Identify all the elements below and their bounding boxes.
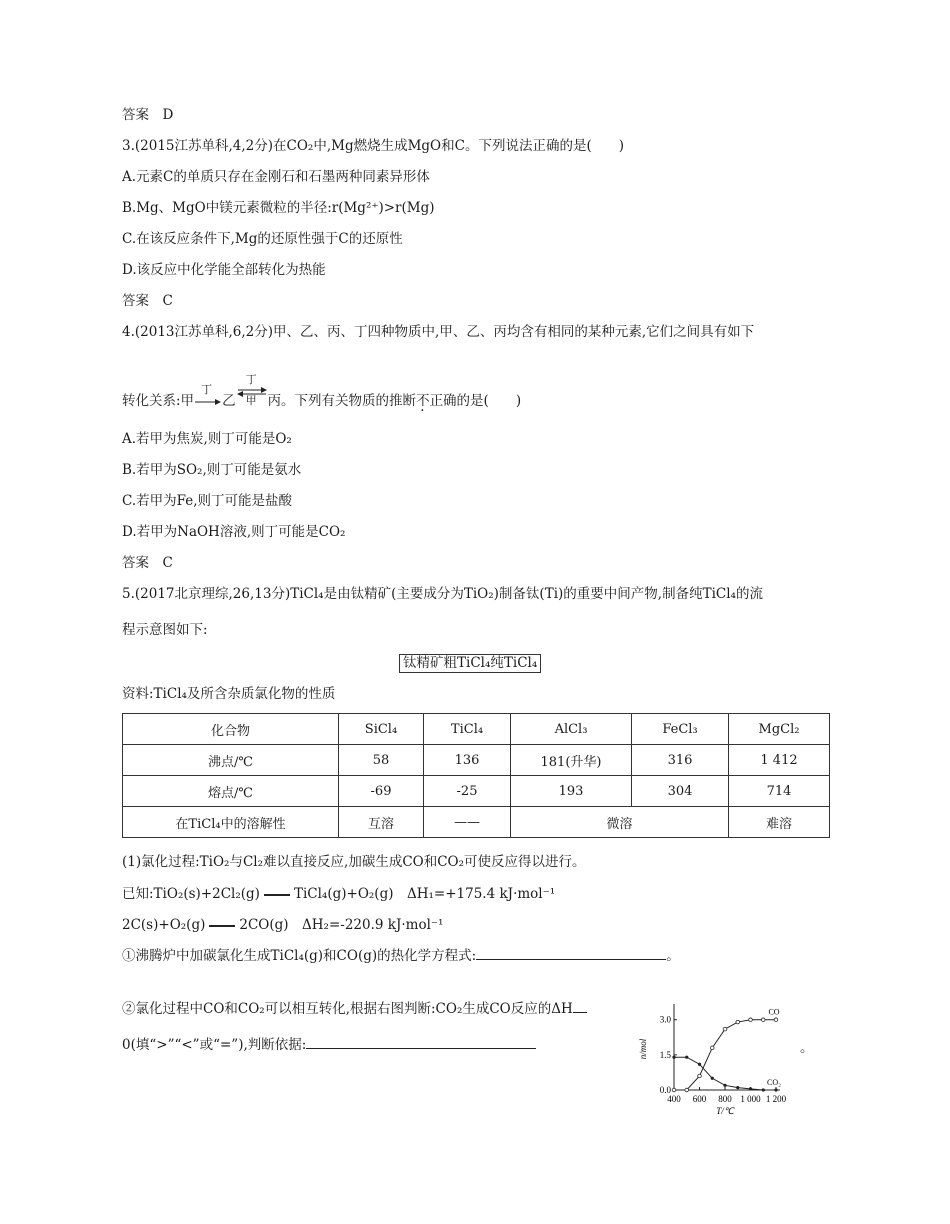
data-point-co2 — [672, 1056, 675, 1059]
table-cell: 193 — [511, 776, 632, 807]
q5-stem-cont: 程示意图如下: — [122, 622, 208, 638]
answer-blank[interactable] — [476, 947, 666, 960]
table-cell: TiCl₄ — [424, 714, 511, 745]
rel-suffix-b: 正确的是( ) — [429, 393, 522, 409]
table-row — [123, 745, 830, 776]
table-cell: —— — [424, 807, 511, 838]
table-header-row — [123, 714, 830, 745]
emphasis-not: 不 — [416, 393, 430, 409]
forward-arrow — [194, 383, 222, 410]
rel-mid: 乙 — [222, 393, 236, 409]
equation-2 — [122, 916, 443, 934]
table-cell: 在TiCl₄中的溶解性 — [123, 807, 339, 838]
eq2-lhs: 2C(s)+O₂(g) — [122, 917, 206, 933]
data-point-co — [774, 1018, 778, 1022]
y-tick-label: 1.5 — [659, 1049, 671, 1060]
table-cell: 316 — [632, 745, 729, 776]
data-point-co — [672, 1088, 676, 1092]
table-cell: MgCl₂ — [729, 714, 830, 745]
q3-option-a: A.元素C的单质只存在金刚石和石墨两种同素异形体 — [122, 169, 430, 185]
data-point-co — [698, 1074, 702, 1078]
arrow-bottom-label: 甲 — [245, 394, 257, 407]
table-cell: 化合物 — [123, 714, 339, 745]
x-tick-label: 800 — [718, 1094, 732, 1104]
data-point-co2 — [762, 1088, 765, 1091]
q3-stem: 3.(2015江苏单科,4,2分)在CO₂中,Mg燃烧生成MgO和C。下列说法正确的是( ) — [122, 138, 624, 154]
q5-sub1-text: ①沸腾炉中加碳氯化生成TiCl₄(g)和CO(g)的热化学方程式: — [122, 948, 477, 964]
data-point-co — [685, 1088, 689, 1092]
q4-relation — [122, 373, 522, 410]
table-cell: -69 — [339, 776, 424, 807]
data-point-co2 — [698, 1063, 701, 1066]
eq1-rhs: TiCl₄(g)+O₂(g) ΔH₁=+175.4 kJ·mol⁻¹ — [293, 886, 556, 902]
x-axis-label: T/℃ — [716, 1106, 734, 1116]
arrow-right-icon — [194, 392, 222, 410]
data-point-co2 — [711, 1077, 714, 1080]
table-cell: 难溶 — [729, 807, 830, 838]
q3-option-b: B.Mg、MgO中镁元素微粒的半径:r(Mg²⁺)>r(Mg) — [122, 200, 435, 216]
q4-option-a: A.若甲为焦炭,则丁可能是O₂ — [122, 431, 292, 447]
arrow1-label: 丁 — [201, 383, 213, 396]
q5-sub2-text: ②氯化过程中CO和CO₂可以相互转化,根据右图判断:CO₂生成CO反应的ΔH — [122, 1001, 573, 1017]
data-point-co2 — [749, 1087, 752, 1090]
data-point-co — [736, 1020, 740, 1024]
data-point-co — [749, 1018, 753, 1022]
q4-option-b: B.若甲为SO₂,则丁可能是氨水 — [122, 462, 302, 478]
table-cell: -25 — [424, 776, 511, 807]
q4-option-c: C.若甲为Fe,则丁可能是盐酸 — [122, 493, 293, 509]
q4-stem: 4.(2013江苏单科,6,2分)甲、乙、丙、丁四种物质中,甲、乙、丙均含有相同的某种元素,它们之间具有如下 — [122, 324, 755, 340]
q5-part1: (1)氯化过程:TiO₂与Cl₂难以直接反应,加碳生成CO和CO₂可使反应得以进行。 — [122, 854, 586, 870]
co-co2-chart — [636, 1000, 796, 1128]
q5-sub2-end: 。 — [800, 1040, 814, 1056]
arrow-top-label: 丁 — [245, 373, 257, 386]
data-point-co2 — [736, 1086, 739, 1089]
table-cell: 微溶 — [511, 807, 729, 838]
table-cell: 熔点/℃ — [123, 776, 339, 807]
q5-stem: 5.(2017北京理综,26,13分)TiCl₄是由钛精矿(主要成分为TiO₂)制备钛(Ti)的重要中间产物,制备纯TiCl₄的流 — [122, 586, 763, 602]
equals-arrow — [264, 894, 290, 896]
eq1-lhs: 已知:TiO₂(s)+2Cl₂(g) — [122, 886, 260, 902]
table-cell: AlCl₃ — [511, 714, 632, 745]
table-cell: SiCl₄ — [339, 714, 424, 745]
table-cell: 58 — [339, 745, 424, 776]
table-cell: 304 — [632, 776, 729, 807]
table-cell: FeCl₃ — [632, 714, 729, 745]
data-point-co — [761, 1018, 765, 1022]
q5-sub2-cont — [122, 1036, 536, 1054]
answer-blank[interactable] — [573, 1000, 587, 1013]
flow-diagram: 钛精矿粗TiCl₄纯TiCl₄ — [399, 654, 541, 673]
table-cell: 714 — [729, 776, 830, 807]
eq2-rhs: 2CO(g) ΔH₂=-220.9 kJ·mol⁻¹ — [239, 917, 444, 933]
table-cell: 181(升华) — [511, 745, 632, 776]
y-tick-label: 3.0 — [659, 1014, 671, 1025]
table-row — [123, 776, 830, 807]
reversible-arrow — [236, 373, 268, 410]
data-point-co — [710, 1046, 714, 1050]
q5-sub1 — [122, 947, 680, 965]
answer-prev: 答案 D — [122, 107, 174, 123]
y-axis-label: n/mol — [638, 1038, 648, 1060]
data-point-co2 — [774, 1088, 777, 1091]
equation-1 — [122, 885, 555, 903]
data-point-co2 — [723, 1084, 726, 1087]
x-tick-label: 600 — [692, 1094, 707, 1104]
q3-option-d: D.该反应中化学能全部转化为热能 — [122, 262, 326, 278]
q4-option-d: D.若甲为NaOH溶液,则丁可能是CO₂ — [122, 524, 346, 540]
series-label: CO — [768, 1007, 780, 1017]
q4-answer: 答案 C — [122, 555, 173, 571]
table-caption: 资料:TiCl₄及所含杂质氯化物的性质 — [122, 686, 336, 702]
table-cell: 沸点/℃ — [123, 745, 339, 776]
rel-prefix: 转化关系:甲 — [122, 393, 195, 409]
x-tick-label: 1 200 — [765, 1094, 787, 1104]
properties-table — [122, 713, 830, 838]
equals-arrow — [209, 925, 235, 927]
x-tick-label: 400 — [667, 1094, 681, 1104]
y-tick-label: 0.0 — [659, 1085, 671, 1095]
series-label: CO₂ — [767, 1078, 781, 1087]
table-cell: 互溶 — [339, 807, 424, 838]
q3-option-c: C.在该反应条件下,Mg的还原性强于C的还原性 — [122, 231, 403, 247]
data-point-co2 — [685, 1056, 688, 1059]
q5-sub2 — [122, 1000, 587, 1018]
table-row — [123, 807, 830, 838]
rel-suffix-a: 丙。下列有关物质的推断 — [267, 393, 417, 409]
q5-sub1-end: 。 — [666, 948, 680, 964]
table-cell: 136 — [424, 745, 511, 776]
data-point-co — [723, 1027, 727, 1031]
answer-blank[interactable] — [306, 1036, 536, 1049]
equilibrium-arrow-icon — [236, 384, 268, 402]
q3-answer: 答案 C — [122, 293, 173, 309]
x-tick-label: 1 000 — [740, 1094, 761, 1104]
q5-sub2b-text: 0(填“>”“<”或“=”),判断依据: — [122, 1037, 307, 1053]
table-cell: 1 412 — [729, 745, 830, 776]
